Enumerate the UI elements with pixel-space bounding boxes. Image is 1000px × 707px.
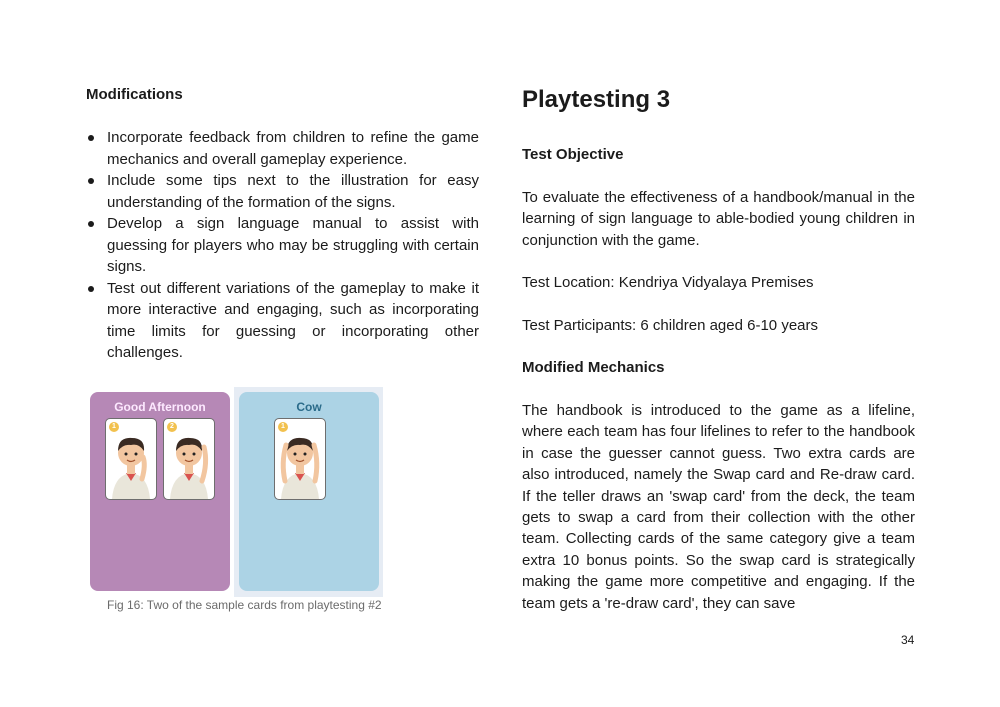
modified-mechanics-text: The handbook is introduced to the game as a lifeline, where each team has four lifelines to refer to the handbook in case the guesser cannot guess. Two extra cards are also introduced, namely the Swap card and Re-draw card. If the teller draws an 'swap card' from the deck, the team gets to swap a card from their collection with the other team. Collecting cards of the same category give a team extra 10 bonus points. So the swap card is strategically making the game more competitive and engaging. If the team gets a 're-draw card', they can save bbox=[522, 402, 915, 612]
list-item: Incorporate feedback from children to refine the game mechanics and overall gameplay experience. bbox=[86, 127, 479, 170]
card-title: Good Afternoon bbox=[114, 400, 206, 414]
test-participants: Test Participants: 6 children aged 6-10 years bbox=[522, 316, 818, 334]
list-item: Develop a sign language manual to assist with guessing for players who may be struggling with certain signs. bbox=[86, 213, 479, 278]
bullet-icon bbox=[88, 221, 94, 227]
list-item: Include some tips next to the illustration for easy understanding of the formation of the signs. bbox=[86, 170, 479, 213]
list-item: Test out different variations of the gameplay to make it more interactive and engaging, such as incorporating time limits for guessing or incorporating other challenges. bbox=[86, 278, 479, 364]
test-location: Test Location: Kendriya Vidyalaya Premises bbox=[522, 274, 814, 292]
step-badge: 2 bbox=[167, 422, 177, 432]
test-objective-text: To evaluate the effectiveness of a handbook/manual in the learning of sign language to able-bodied young children in conjunction with the game. bbox=[522, 189, 915, 249]
bullet-icon bbox=[88, 286, 94, 292]
bullet-icon bbox=[88, 178, 94, 184]
sign-illustration bbox=[163, 418, 215, 500]
sample-cards-figure bbox=[89, 387, 383, 597]
cow-card bbox=[239, 392, 379, 591]
modifications-list bbox=[86, 127, 479, 364]
page-number: 34 bbox=[901, 633, 915, 647]
left-column bbox=[86, 84, 479, 364]
page-title: Playtesting 3 bbox=[522, 86, 671, 113]
step-badge: 1 bbox=[278, 422, 288, 432]
figure-caption: Fig 16: Two of the sample cards from playtesting #2 bbox=[107, 598, 382, 612]
modifications-heading: Modifications bbox=[86, 86, 183, 103]
test-objective-heading: Test Objective bbox=[522, 146, 624, 163]
sign-illustration bbox=[274, 418, 326, 500]
sign-illustration bbox=[105, 418, 157, 500]
right-column bbox=[522, 84, 915, 614]
card-title: Cow bbox=[296, 400, 322, 414]
modified-mechanics-heading: Modified Mechanics bbox=[522, 359, 665, 377]
step-badge: 1 bbox=[109, 422, 119, 432]
good-afternoon-card bbox=[90, 392, 230, 591]
bullet-icon bbox=[88, 135, 94, 141]
